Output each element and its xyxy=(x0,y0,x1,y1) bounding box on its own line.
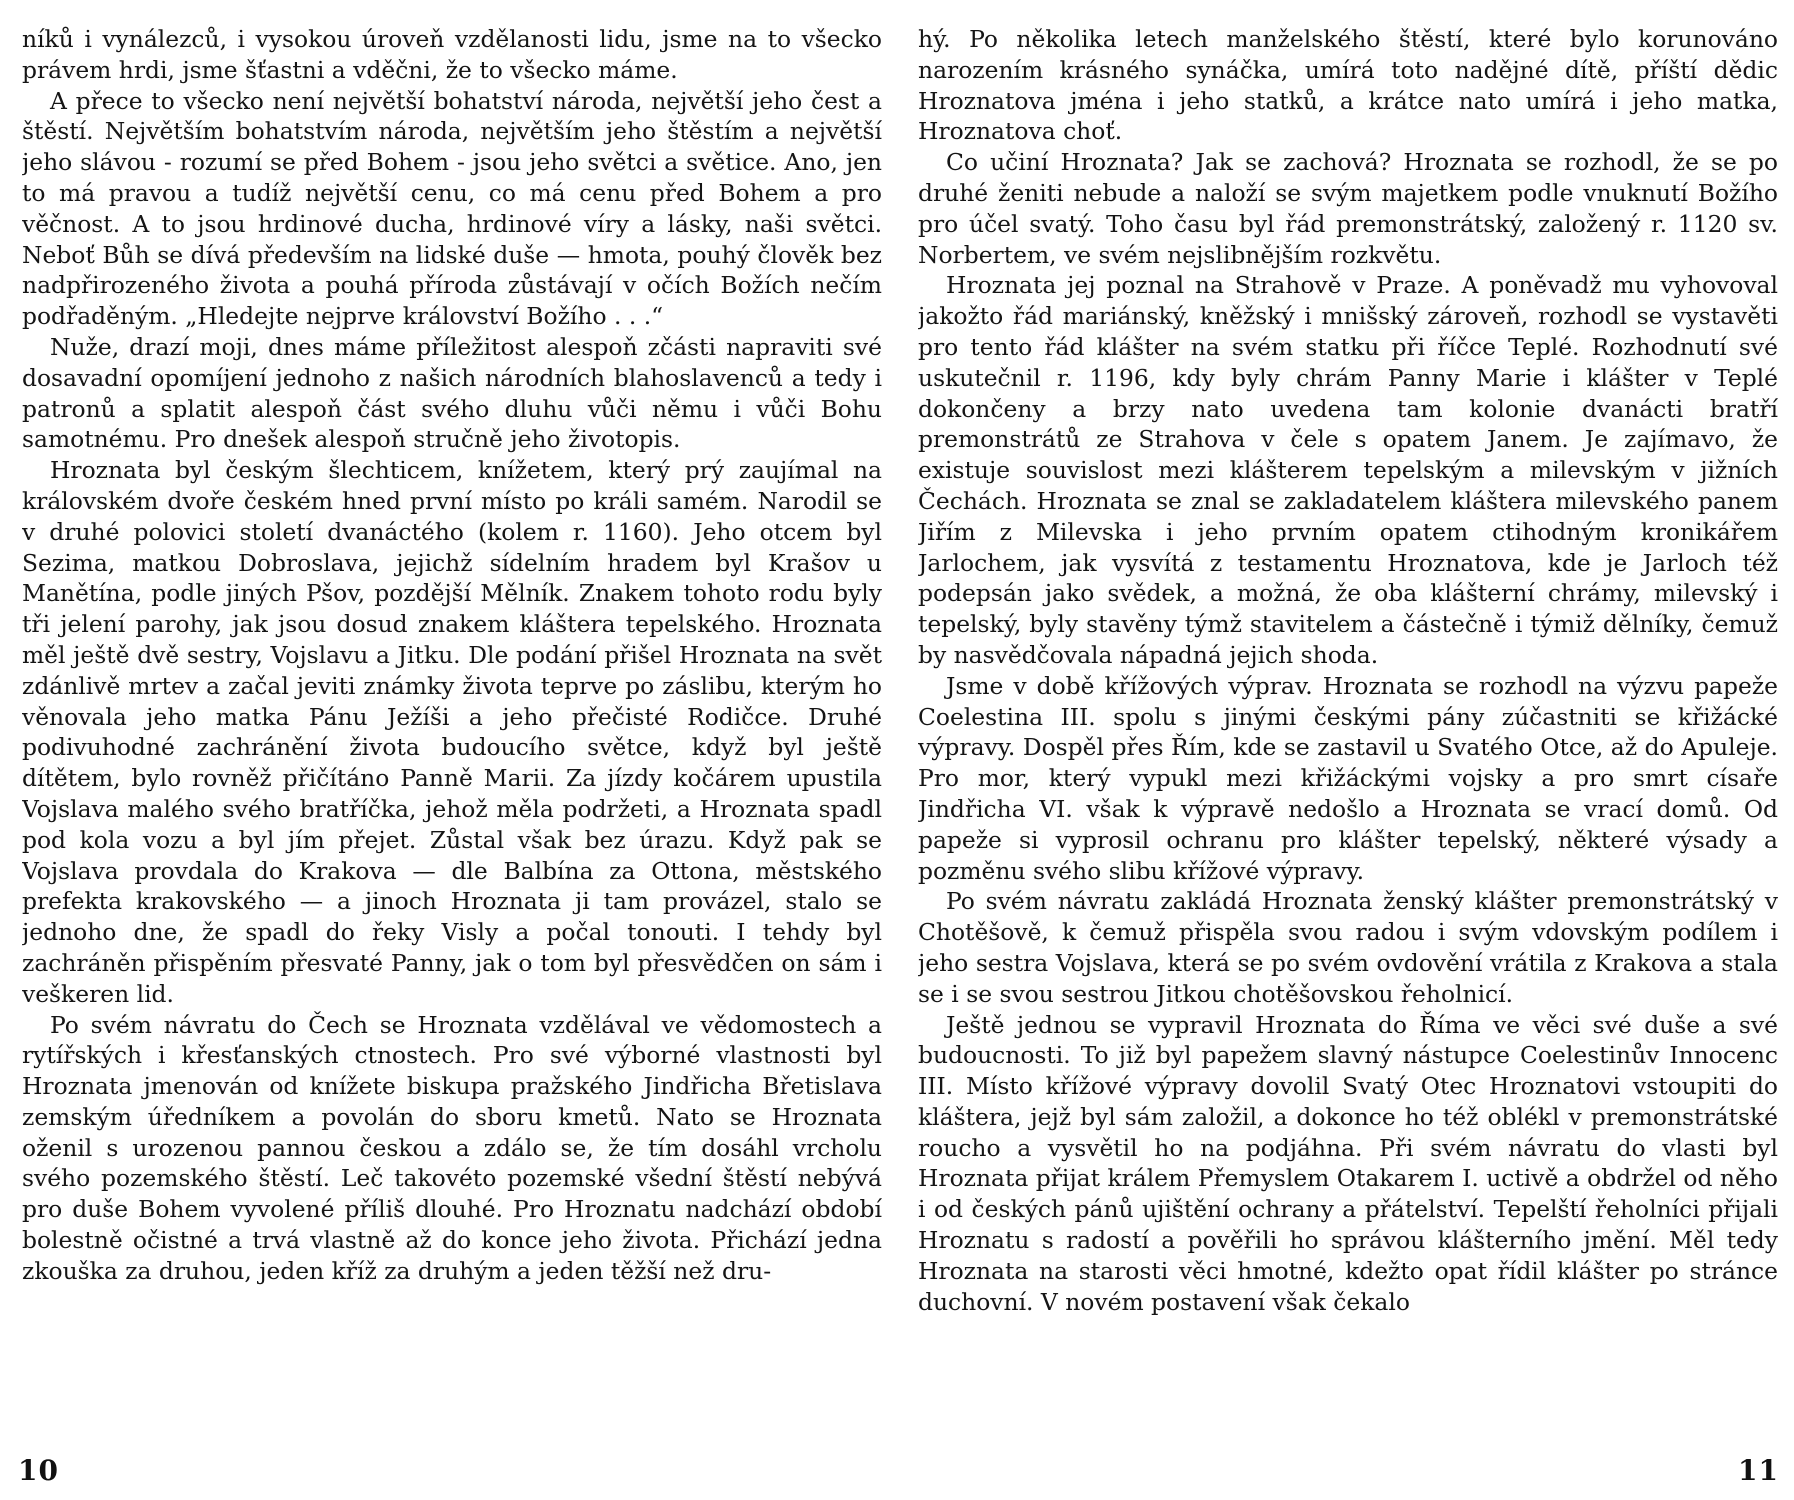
left-page-text xyxy=(22,24,882,1409)
paragraph: Ještě jednou se vypravil Hroznata do Říma ve věci své duše a své budoucnosti. To již byl papežem slavný nástupce Coelestinův Innocenc III. Místo křížové výpravy dovolil Svatý Otec Hroznatovi vstoupiti do kláštera, jejž byl sám založil, a dokonce ho též oblékl v premonstrátské roucho a vysvětil ho na podjáhna. Při svém návratu do vlasti byl Hroznata přijat králem Přemyslem Otakarem I. uctivě a obdržel od něho i od českých pánů ujištění ochrany a přátelství. Tepelští řeholníci přijali Hroznatu s radostí a pověřili ho správou klášterního jmění. Měl tedy Hroznata na starosti věci hmotné, kdežto opat řídil klášter po stránce duchovní. V novém postavení však čekalo xyxy=(918,1010,1778,1316)
page-number-right: 11 xyxy=(1738,1454,1779,1487)
paragraph: Co učiní Hroznata? Jak se zachová? Hroznata se rozhodl, že se po druhé ženiti nebude a naloží se svým majetkem podle vnuknutí Božího pro účel svatý. Toho času byl řád premonstrátský, založený r. 1120 sv. Norbertem, ve svém nejslibnějším rozkvětu. xyxy=(918,148,1778,269)
paragraph: hý. Po několika letech manželského štěstí, které bylo korunováno narozením krásného synáčka, umírá toto nadějné dítě, příští dědic Hroznatova jména i jeho statků, a krátce nato umírá i jeho matka, Hroznatova choť. xyxy=(918,25,1778,146)
paragraph: Jsme v době křížových výprav. Hroznata se rozhodl na výzvu papeže Coelestina III. spolu s jinými českými pány zúčastniti se křižácké výpravy. Dospěl přes Řím, kde se zastavil u Svatého Otce, až do Apuleje. Pro mor, který vypukl mezi křižáckými vojsky a pro smrt císaře Jindřicha VI. však k výpravě nedošlo a Hroznata se vrací domů. Od papeže si vyprosil ochranu pro klášter tepelský, některé výsady a pozměnu svého slibu křížové výpravy. xyxy=(918,671,1778,885)
paragraph: Po svém návratu do Čech se Hroznata vzdělával ve vědomostech a rytířských i křesťanských ctnostech. Pro své výborné vlastnosti byl Hroznata jmenován od knížete biskupa pražského Jindřicha Břetislava zemským úředníkem a povolán do sboru kmetů. Nato se Hroznata oženil s urozenou pannou českou a zdálo se, že tím dosáhl vrcholu svého pozemského štěstí. Leč takovéto pozemské všední štěstí nebývá pro duše Bohem vyvolené příliš dlouhé. Pro Hroznatu nadchází období bolestně očistné a trvá vlastně až do konce jeho života. Přichází jedna zkouška za druhou, jeden kříž za druhým a jeden těžší než dru- xyxy=(22,1010,882,1285)
paragraph: níků i vynálezců, i vysokou úroveň vzdělanosti lidu, jsme na to všecko právem hrdi, jsme šťastni a vděčni, že to všecko máme. xyxy=(22,25,882,84)
page-number-left: 10 xyxy=(18,1454,59,1487)
paragraph: Hroznata jej poznal na Strahově v Praze. A poněvadž mu vyhovoval jakožto řád mariánský, kněžský i mnišský zároveň, rozhodl se vystavěti pro tento řád klášter na svém statku při říčce Teplé. Rozhodnutí své uskutečnil r. 1196, kdy byly chrám Panny Marie i klášter v Teplé dokončeny a brzy nato uvedena tam kolonie dvanácti bratří premonstrátů ze Strahova v čele s opatem Janem. Je zajímavo, že existuje souvislost mezi klášterem tepelským a milevským v jižních Čechách. Hroznata se znal se zakladatelem kláštera milevského panem Jiřím z Milevska i jeho prvním opatem ctihodným kronikářem Jarlochem, jak vysvítá z testamentu Hroznatova, kde je Jarloch též podepsán jako svědek, a možná, že oba klášterní chrámy, milevský i tepelský, byly stavěny týmž stavitelem a částečně i týmiž dělníky, čemuž by nasvědčovala nápadná jejich shoda. xyxy=(918,271,1778,669)
paragraph: Nuže, drazí moji, dnes máme příležitost alespoň zčásti napraviti své dosavadní opomíjení jednoho z našich národních blahoslavenců a tedy i patronů a splatit alespoň část svého dluhu vůči němu i vůči Bohu samotnému. Pro dnešek alespoň stručně jeho životopis. xyxy=(22,332,882,454)
right-page-text xyxy=(918,24,1778,1409)
paragraph: Hroznata byl českým šlechticem, knížetem, který prý zaujímal na královském dvoře českém hned první místo po králi samém. Narodil se v druhé polovici století dvanáctého (kolem r. 1160). Jeho otcem byl Sezima, matkou Dobroslava, jejichž sídelním hradem byl Krašov u Manětína, podle jiných Pšov, pozdější Mělník. Znakem tohoto rodu byly tři jelení parohy, jak jsou dosud znakem kláštera tepelského. Hroznata měl ještě dvě sestry, Vojslavu a Jitku. Dle podání přišel Hroznata na svět zdánlivě mrtev a začal jeviti známky života teprve po záslibu, kterým ho věnovala jeho matka Pánu Ježíši a jeho přečisté Rodičce. Druhé podivuhodné zachránění života budoucího světce, když byl ještě dítětem, bylo rovněž přičítáno Panně Marii. Za jízdy kočárem upustila Vojslava malého svého bratříčka, jehož měla podržeti, a Hroznata spadl pod kola vozu a byl jím přejet. Zůstal však bez úrazu. Když pak se Vojslava provdala do Krakova — dle Balbína za Ottona, městského prefekta krakovského — a jinoch Hroznata ji tam provázel, stalo se jednoho dne, že spadl do řeky Visly a počal tonouti. I tehdy byl zachráněn přispěním přesvaté Panny, jak o tom byl přesvědčen on sám i veškeren lid. xyxy=(22,456,882,1008)
paragraph: A přece to všecko není největší bohatství národa, největší jeho čest a štěstí. Největším bohatstvím národa, největším jeho štěstím a největší jeho slávou - rozumí se před Bohem - jsou jeho světci a světice. Ano, jen to má pravou a tudíž největší cenu, co má cenu před Bohem a pro věčnost. A to jsou hrdinové ducha, hrdinové víry a lásky, naši světci. Neboť Bůh se dívá především na lidské duše — hmota, pouhý člověk bez nadpřirozeného života a pouhá příroda zůstávají v očích Božích nečím podřaděným. „Hledejte nejprve království Božího . . .“ xyxy=(22,86,882,331)
paragraph: Po svém návratu zakládá Hroznata ženský klášter premonstrátský v Chotěšově, k čemuž přispěla svou radou i svým vdovským podílem i jeho sestra Vojslava, která se po svém ovdovění vrátila z Krakova a stala se i se svou sestrou Jitkou chotěšovskou řeholnicí. xyxy=(918,887,1778,1008)
